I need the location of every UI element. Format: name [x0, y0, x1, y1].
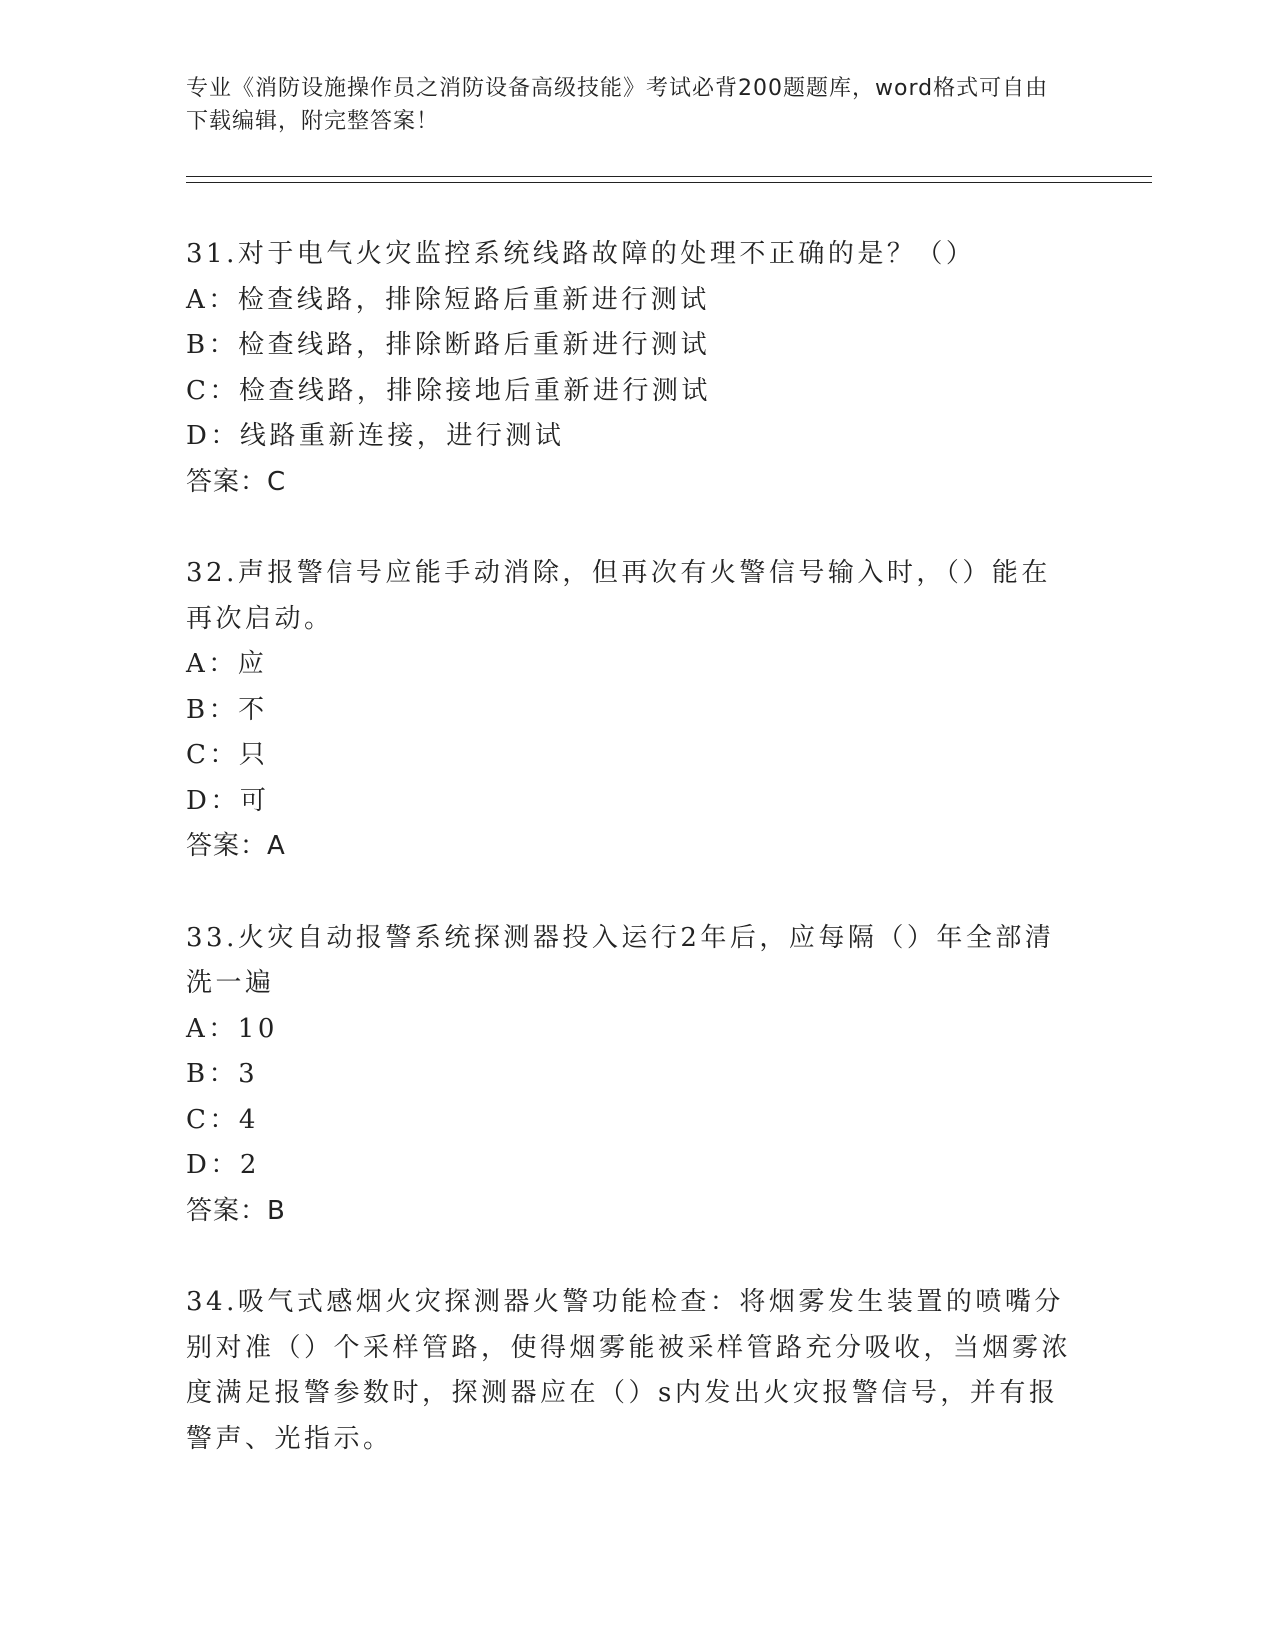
- option-b: [186, 1052, 1076, 1098]
- option-text: 线路重新连接，进行测试: [239, 421, 565, 451]
- header-divider-top: [186, 176, 1152, 177]
- question-32: [186, 551, 1076, 870]
- option-key: D：: [186, 785, 240, 816]
- answer-line: 答案：B: [186, 1195, 286, 1226]
- option-key: B：: [186, 330, 239, 360]
- option-key: D：: [186, 421, 240, 451]
- question-33: [186, 916, 1076, 1235]
- header-divider-bottom: [186, 182, 1152, 183]
- answer-line: 答案：C: [186, 466, 287, 497]
- option-text: 只: [238, 740, 269, 770]
- option-key: C：: [186, 375, 239, 406]
- question-34: [186, 1280, 1076, 1462]
- option-c: [186, 733, 1076, 779]
- option-key: C：: [186, 1104, 239, 1135]
- option-key: A：: [186, 649, 238, 679]
- option-text: 检查线路，排除短路后重新进行测试: [237, 284, 710, 315]
- option-text: 可: [239, 785, 270, 816]
- option-d: [186, 414, 1076, 460]
- question-text: 34.吸气式感烟火灾探测器火警功能检查：将烟雾发生装置的喷嘴分别对准（）个采样管路，使得烟雾能被采样管路充分吸收，当烟雾浓度满足报警参数时，探测器应在（）s内发出火灾报警信号，并有报警声、光指示。: [186, 1287, 1072, 1454]
- option-c: [186, 1098, 1076, 1144]
- option-a: [186, 642, 1076, 688]
- question-text: 31.对于电气火灾监控系统线路故障的处理不正确的是？（）: [186, 239, 976, 269]
- option-text: 检查线路，排除接地后重新进行测试: [238, 375, 711, 406]
- option-key: C：: [186, 740, 239, 770]
- option-b: [186, 323, 1076, 369]
- answer-line: 答案：A: [186, 831, 286, 861]
- option-key: A：: [186, 1013, 238, 1044]
- option-key: B：: [186, 694, 239, 725]
- option-text: 不: [238, 694, 268, 725]
- option-d: [186, 779, 1076, 825]
- option-a: [186, 278, 1076, 324]
- document-header: 专业《消防设施操作员之消防设备高级技能》考试必背200题题库，word格式可自由下载编辑，附完整答案！: [186, 76, 1049, 134]
- option-text: 4: [238, 1104, 259, 1135]
- question-text: 32.声报警信号应能手动消除，但再次有火警信号输入时，（）能在再次启动。: [186, 558, 1051, 634]
- option-c: [186, 369, 1076, 415]
- option-text: 应: [237, 649, 268, 679]
- option-key: A：: [186, 284, 238, 315]
- option-text: 10: [237, 1013, 278, 1044]
- option-d: [186, 1143, 1076, 1189]
- question-list: [186, 232, 1076, 1508]
- option-text: 2: [239, 1150, 260, 1180]
- option-key: B：: [186, 1059, 239, 1089]
- option-key: D：: [186, 1150, 240, 1180]
- option-text: 3: [238, 1059, 259, 1089]
- option-b: [186, 688, 1076, 734]
- question-31: [186, 232, 1076, 505]
- question-text: 33.火灾自动报警系统探测器投入运行2年后，应每隔（）年全部清洗一遍: [186, 922, 1055, 998]
- option-text: 检查线路，排除断路后重新进行测试: [238, 330, 711, 360]
- option-a: [186, 1007, 1076, 1053]
